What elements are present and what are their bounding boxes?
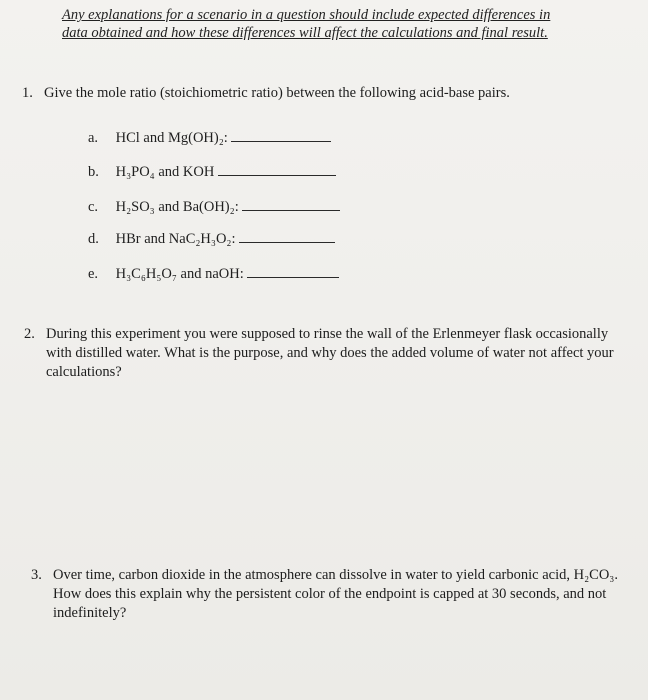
answer-blank (242, 198, 340, 211)
acid-base-pair-b (88, 163, 336, 181)
item-letter: a. (88, 130, 99, 146)
item-letter: c. (88, 199, 99, 215)
pair-text: H₃C₆H₅O₇ and naOH: (115, 266, 244, 282)
question-text: During this experiment you were supposed to rinse the wall of the Erlenmeyer flask occasionally with distilled water. What is the purpose, and why does the added volume of water not affect your calculations? (46, 326, 614, 380)
answer-blank (239, 230, 335, 243)
question-text: Give the mole ratio (stoichiometric ratio) between the following acid-base pairs. (44, 85, 510, 101)
acid-base-pair-e (88, 265, 339, 283)
pair-text: H₃PO₄ and KOH (115, 164, 215, 180)
pair-text: HCl and Mg(OH)₂: (115, 130, 228, 146)
acid-base-pair-a (88, 129, 331, 147)
item-letter: b. (88, 164, 99, 180)
acid-base-pair-d (88, 230, 335, 248)
item-letter: e. (88, 266, 99, 282)
instructions-heading: Any explanations for a scenario in a question should include expected differences in data obtained and how these differences will affect the calculations and final result. (62, 7, 551, 41)
question-number: 3. (31, 567, 42, 583)
question-number: 1. (22, 85, 33, 101)
item-letter: d. (88, 231, 99, 247)
answer-blank (231, 129, 331, 142)
question-text: Over time, carbon dioxide in the atmosphere can dissolve in water to yield carbonic acid, H₂CO₃. How does this explain why the persistent color of the endpoint is capped at 30 seconds, and not indefinitely? (53, 567, 618, 621)
pair-text: H₂SO₃ and Ba(OH)₂: (115, 199, 239, 215)
answer-blank (247, 265, 339, 278)
answer-blank (218, 163, 336, 176)
acid-base-pair-c (88, 198, 340, 216)
question-number: 2. (24, 326, 35, 342)
pair-text: HBr and NaC₂H₃O₂: (115, 231, 236, 247)
